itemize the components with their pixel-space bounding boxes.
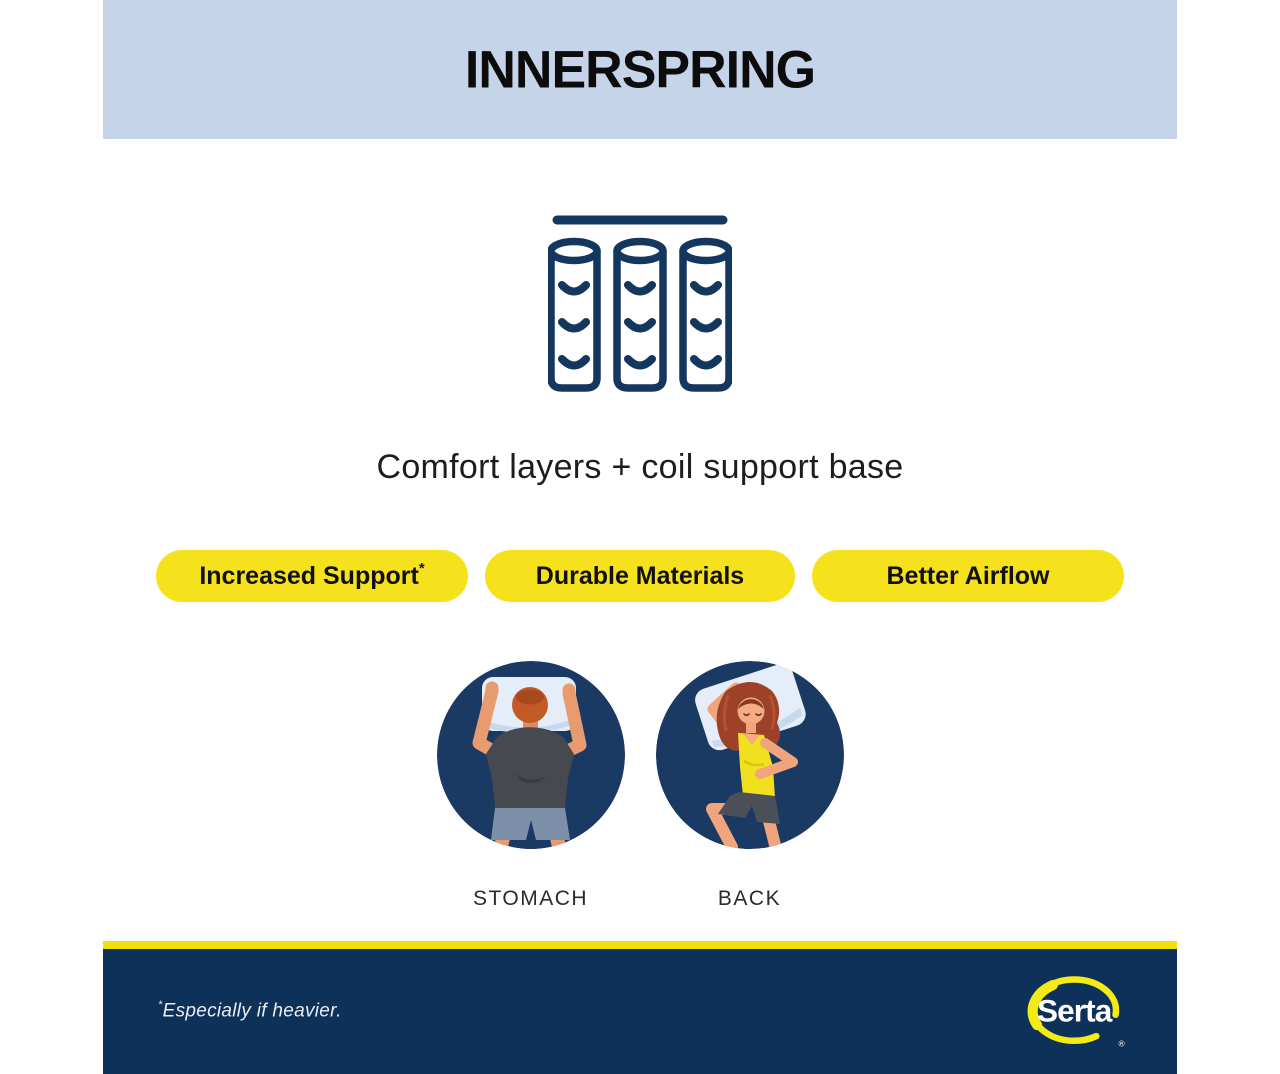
- mattress-coils-icon: [548, 212, 732, 392]
- serta-logo: [1025, 971, 1129, 1053]
- badge-label: Increased Support: [199, 561, 419, 590]
- back-label: BACK: [717, 887, 782, 910]
- badge-label: Durable Materials: [535, 561, 745, 590]
- footnote-asterisk: *: [158, 999, 163, 1012]
- hero-caption: Comfort layers + coil support base: [376, 448, 904, 486]
- footnote: [158, 1000, 342, 1022]
- footer-yellow-stripe: [103, 941, 1177, 949]
- badge-increased-support: Increased Support *: [156, 550, 468, 602]
- badge-durable-materials: [485, 550, 795, 602]
- footer-bar: [103, 949, 1177, 1074]
- badge-label: Better Airflow: [886, 561, 1050, 590]
- coil-icon-wrap: [548, 212, 732, 392]
- footer: [103, 941, 1177, 1074]
- registered-mark: ®: [1118, 1037, 1125, 1048]
- content-column: [103, 0, 1177, 1074]
- serta-wordmark: Serta: [1037, 991, 1112, 1028]
- person-sleeping-on-stomach-illustration: [437, 661, 625, 849]
- badge-better-airflow: [812, 550, 1124, 602]
- person-sleeping-on-back-illustration: [656, 661, 844, 849]
- page-title: INNERSPRING: [464, 39, 816, 100]
- footnote-text: Especially if heavier.: [162, 1000, 342, 1022]
- sleep-positions-row: [103, 661, 1177, 911]
- benefit-badges-row: [103, 550, 1177, 602]
- back-sleeper-figure: [656, 661, 844, 911]
- header-band: [103, 0, 1177, 139]
- stomach-sleeper-figure: [437, 661, 625, 911]
- stomach-label: STOMACH: [472, 887, 589, 910]
